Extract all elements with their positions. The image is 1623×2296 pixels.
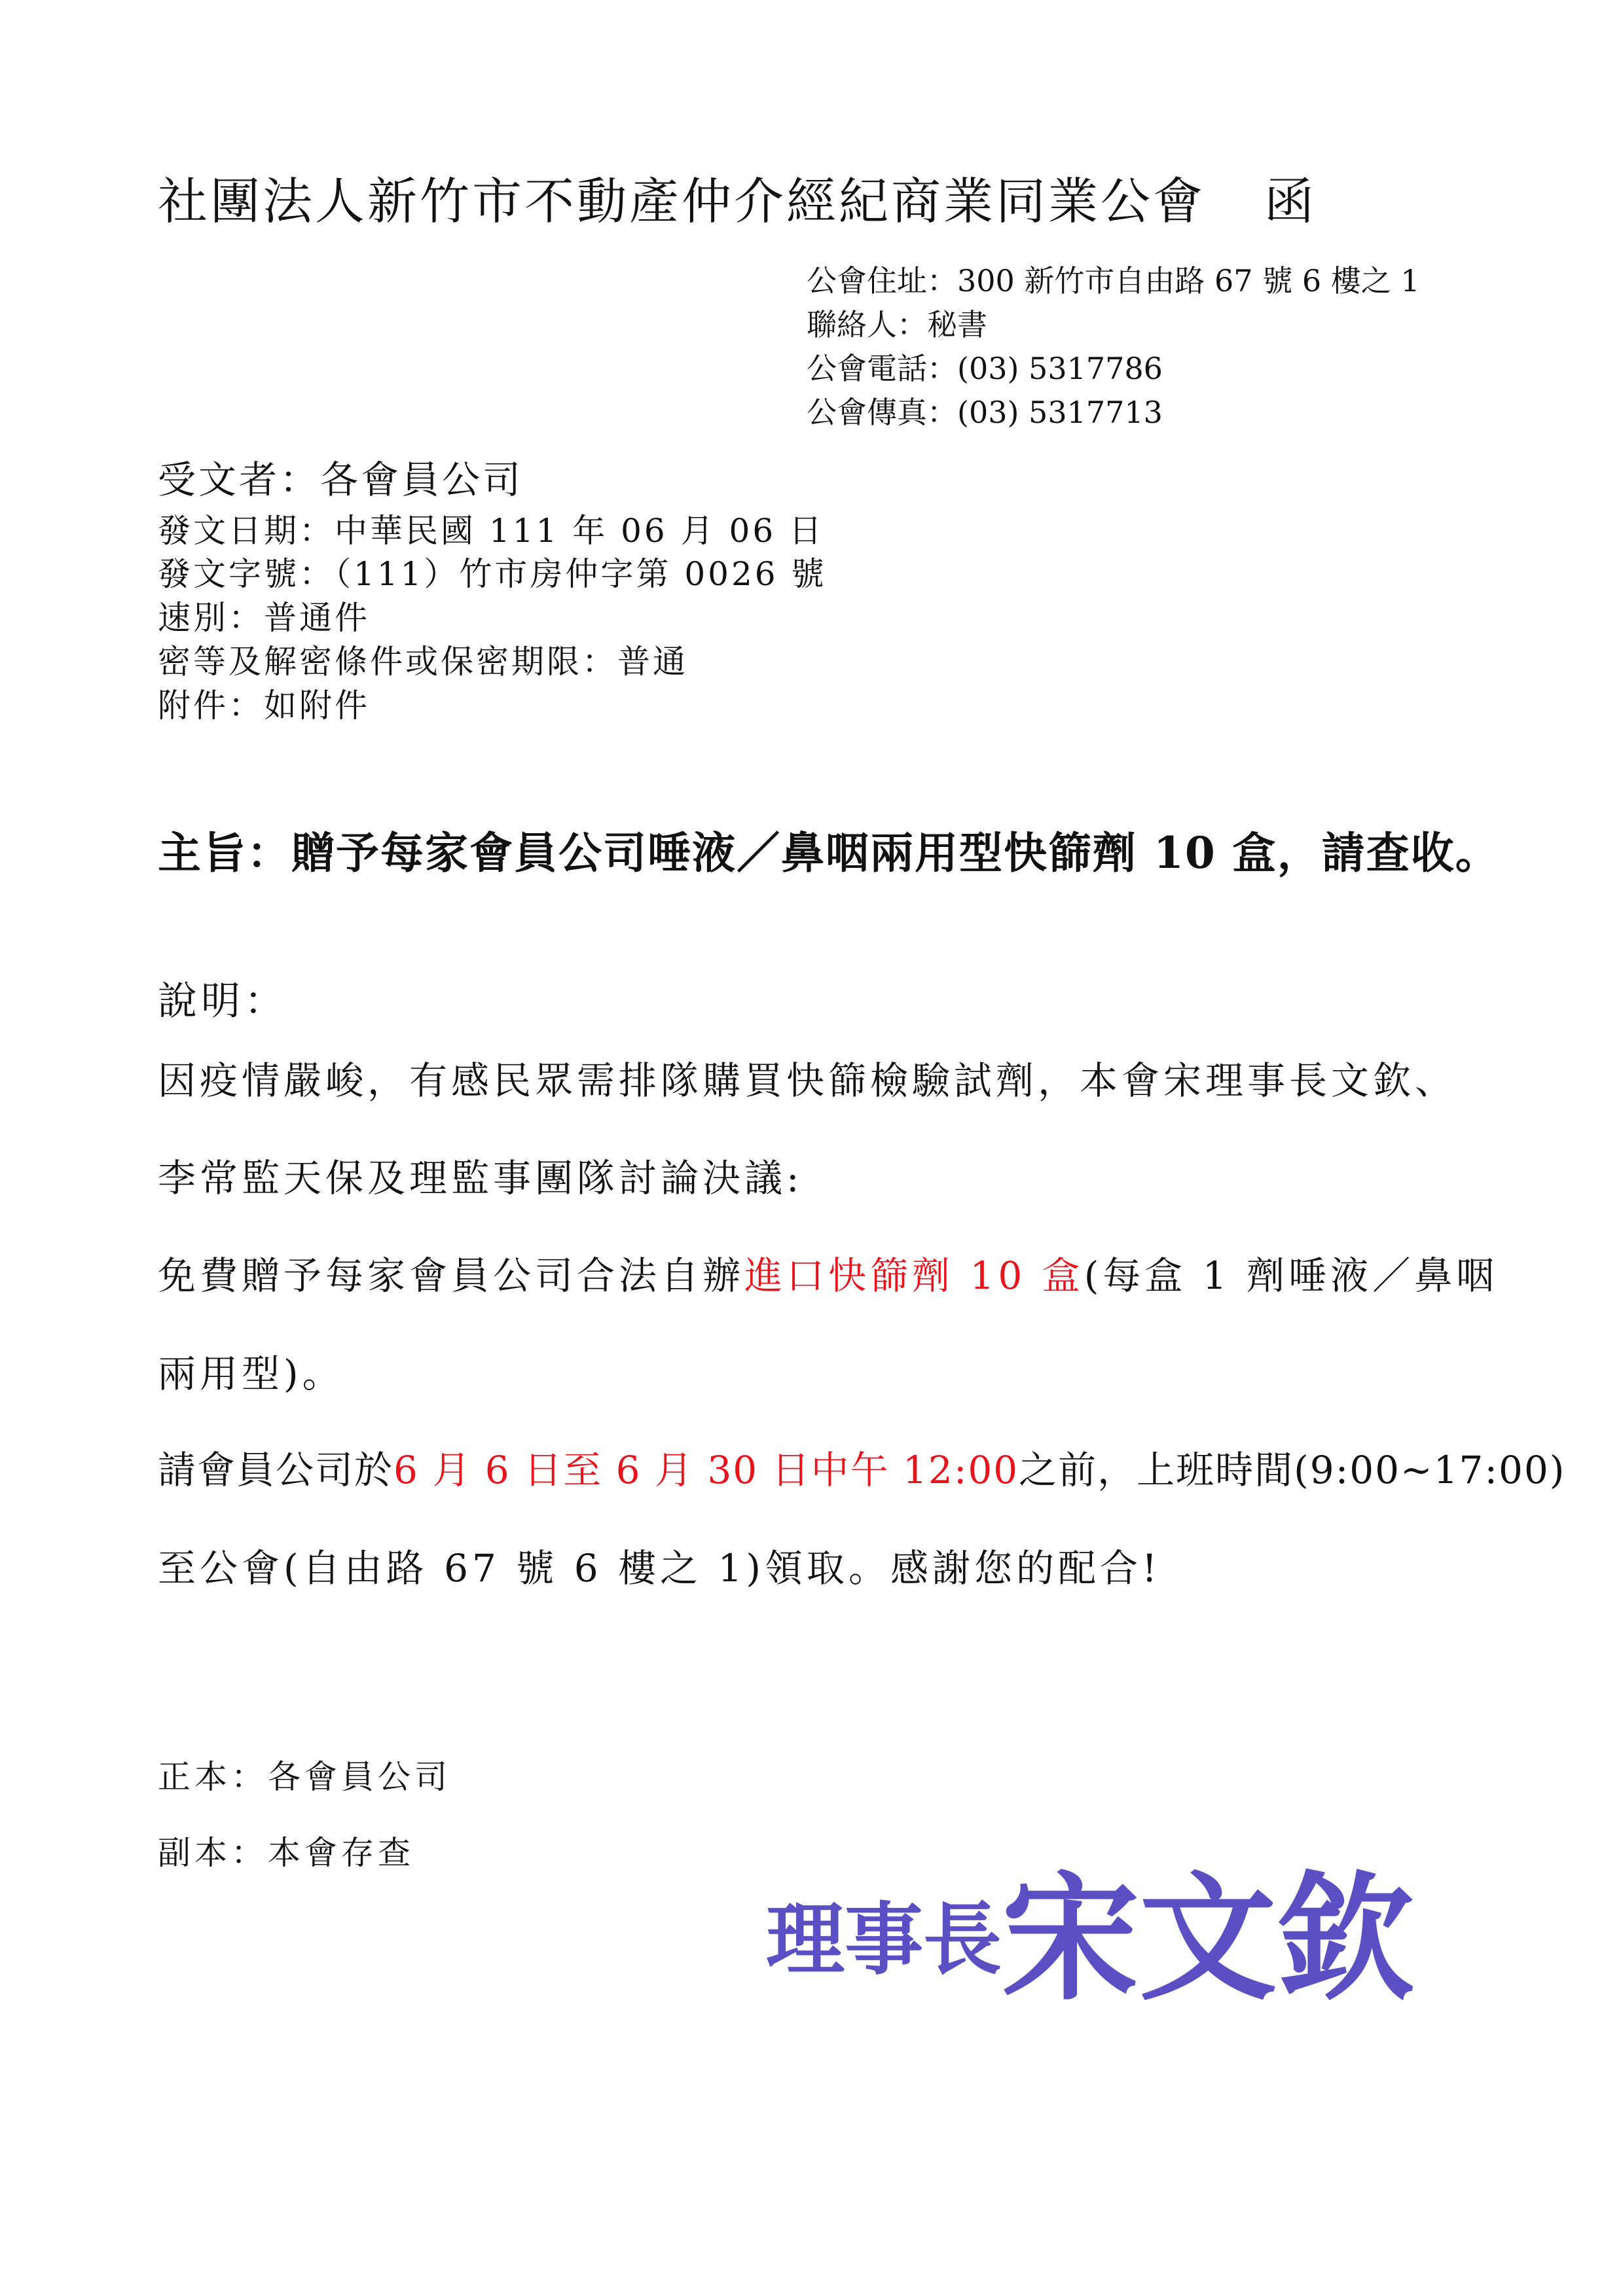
text: 之前，上班時間(9:00~17:00) <box>1019 1448 1566 1492</box>
letterhead-title <box>158 172 1317 230</box>
phone: 公會電話：(03) 5317786 <box>807 351 1163 386</box>
recipient: 受文者：各會員公司 <box>158 457 524 502</box>
document-type: 函 <box>1264 172 1317 230</box>
organization-name: 社團法人新竹市不動產仲介經紀商業同業公會 <box>158 172 1205 230</box>
attachment: 附件：如附件 <box>158 687 370 725</box>
highlight-text: 6 月 6 日至 6 月 30 日中午 12:00 <box>393 1448 1019 1492</box>
description-line: 李常監天保及理監事團隊討論決議: <box>158 1156 803 1200</box>
description-line <box>158 1253 1499 1298</box>
fax: 公會傳真：(03) 5317713 <box>807 395 1163 430</box>
text: (每盒 1 劑唾液／鼻咽 <box>1084 1253 1499 1298</box>
description-line: 至公會(自由路 67 號 6 樓之 1)領取。感謝您的配合! <box>158 1546 1161 1590</box>
confidentiality: 密等及解密條件或保密期限：普通 <box>158 643 688 681</box>
text: 免費贈予每家會員公司合法自辦 <box>158 1253 745 1298</box>
address: 公會住址：300 新竹市自由路 67 號 6 樓之 1 <box>807 263 1420 298</box>
description-heading: 說明： <box>158 978 287 1024</box>
description-line: 因疫情嚴峻，有感民眾需排隊購買快篩檢驗試劑，本會宋理事長文欽、 <box>158 1058 1457 1103</box>
description-line: 兩用型)。 <box>158 1352 344 1396</box>
description-line <box>158 1448 1566 1492</box>
original-recipient: 正本：各會員公司 <box>158 1758 451 1796</box>
stamp-name: 宋文欽 <box>1002 1857 1415 2009</box>
document-number: 發文字號：（111）竹市房仲字第 0026 號 <box>158 555 827 593</box>
subject: 主旨：贈予每家會員公司唾液／鼻咽兩用型快篩劑 10 盒，請查收。 <box>158 827 1500 878</box>
highlight-text: 進口快篩劑 10 盒 <box>744 1253 1084 1298</box>
chairman-signature-stamp <box>759 1846 1453 2009</box>
contact-person: 聯絡人：秘書 <box>807 307 987 342</box>
copy-recipient: 副本：本會存查 <box>158 1834 414 1872</box>
delivery-speed: 速別：普通件 <box>158 599 370 637</box>
issue-date: 發文日期：中華民國 111 年 06 月 06 日 <box>158 512 825 550</box>
text: 請會員公司於 <box>158 1448 394 1492</box>
stamp-title: 理事長 <box>766 1893 1002 1986</box>
